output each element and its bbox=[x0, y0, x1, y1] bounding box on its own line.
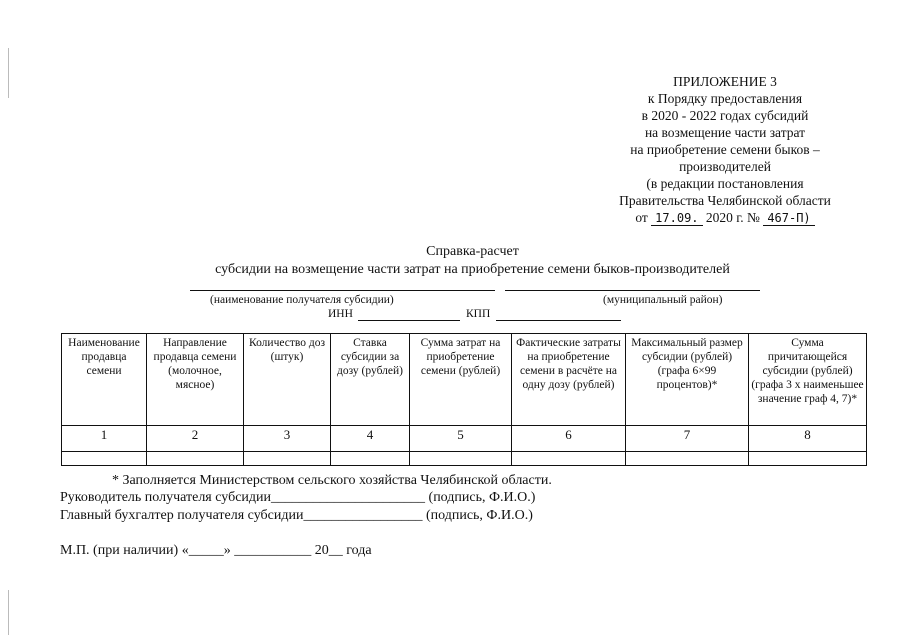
appendix-line: производителей bbox=[679, 159, 771, 174]
head-signature-line: Руководитель получателя субсидии______________________ (подпись, Ф.И.О.) bbox=[60, 490, 536, 505]
appendix-block bbox=[590, 73, 860, 227]
inn-label: ИНН bbox=[328, 308, 353, 320]
empty-cell bbox=[331, 452, 410, 466]
margin-mark-bottom bbox=[8, 590, 9, 635]
header-cell: Ставка субсидии за дозу (рублей) bbox=[331, 334, 410, 426]
column-number: 1 bbox=[62, 426, 147, 452]
recipient-name-line bbox=[190, 290, 495, 291]
empty-cell bbox=[410, 452, 512, 466]
empty-cell bbox=[626, 452, 749, 466]
header-row bbox=[62, 334, 867, 426]
calculation-table bbox=[61, 333, 867, 466]
column-number: 2 bbox=[147, 426, 244, 452]
kpp-label: КПП bbox=[466, 308, 491, 320]
empty-cell bbox=[147, 452, 244, 466]
header-cell: Наименование продавца семени bbox=[62, 334, 147, 426]
header-cell: Направление продавца семени (молочное, мясное) bbox=[147, 334, 244, 426]
empty-cell bbox=[512, 452, 626, 466]
empty-cell bbox=[749, 452, 867, 466]
date-prefix: от bbox=[635, 210, 648, 225]
document-title: Справка-расчет bbox=[426, 244, 519, 259]
header-cell: Сумма причитающейся субсидии (рублей) (графа 3 х наименьшее значение граф 4, 7)* bbox=[749, 334, 867, 426]
document-subtitle: субсидии на возмещение части затрат на приобретение семени быков-производителей bbox=[215, 262, 730, 277]
column-number-row bbox=[62, 426, 867, 452]
stamp-date-line: М.П. (при наличии) «_____» ___________ 20__ года bbox=[60, 543, 372, 558]
kpp-line bbox=[496, 320, 621, 321]
empty-cell bbox=[62, 452, 147, 466]
column-number: 8 bbox=[749, 426, 867, 452]
footnote: * Заполняется Министерством сельского хозяйства Челябинской области. bbox=[112, 473, 552, 488]
appendix-line: (в редакции постановления bbox=[646, 176, 804, 191]
appendix-line: в 2020 - 2022 годах субсидий bbox=[641, 108, 809, 123]
header-cell: Максимальный размер субсидии (рублей) (графа 6×99 процентов)* bbox=[626, 334, 749, 426]
decree-number: 467-П) bbox=[763, 211, 814, 226]
header-cell: Сумма затрат на приобретение семени (рублей) bbox=[410, 334, 512, 426]
column-number: 3 bbox=[244, 426, 331, 452]
empty-data-row bbox=[62, 452, 867, 466]
empty-cell bbox=[244, 452, 331, 466]
margin-mark-top bbox=[8, 48, 9, 98]
date-value: 17.09. bbox=[651, 211, 702, 226]
column-number: 4 bbox=[331, 426, 410, 452]
appendix-date-line bbox=[590, 209, 860, 227]
appendix-line: на приобретение семени быков – bbox=[630, 142, 820, 157]
accountant-signature-line: Главный бухгалтер получателя субсидии_________________ (подпись, Ф.И.О.) bbox=[60, 508, 533, 523]
appendix-line: Правительства Челябинской области bbox=[619, 193, 831, 208]
date-year: 2020 г. № bbox=[705, 210, 760, 225]
inn-line bbox=[358, 320, 460, 321]
district-line bbox=[505, 290, 760, 291]
district-caption: (муниципальный район) bbox=[603, 294, 723, 306]
appendix-line: на возмещение части затрат bbox=[644, 125, 806, 140]
column-number: 6 bbox=[512, 426, 626, 452]
header-cell: Количество доз (штук) bbox=[244, 334, 331, 426]
header-cell: Фактические затраты на приобретение семени в расчёте на одну дозу (рублей) bbox=[512, 334, 626, 426]
appendix-heading: ПРИЛОЖЕНИЕ 3 bbox=[673, 74, 777, 89]
column-number: 5 bbox=[410, 426, 512, 452]
column-number: 7 bbox=[626, 426, 749, 452]
appendix-line: к Порядку предоставления bbox=[647, 91, 803, 106]
recipient-caption: (наименование получателя субсидии) bbox=[210, 294, 394, 306]
